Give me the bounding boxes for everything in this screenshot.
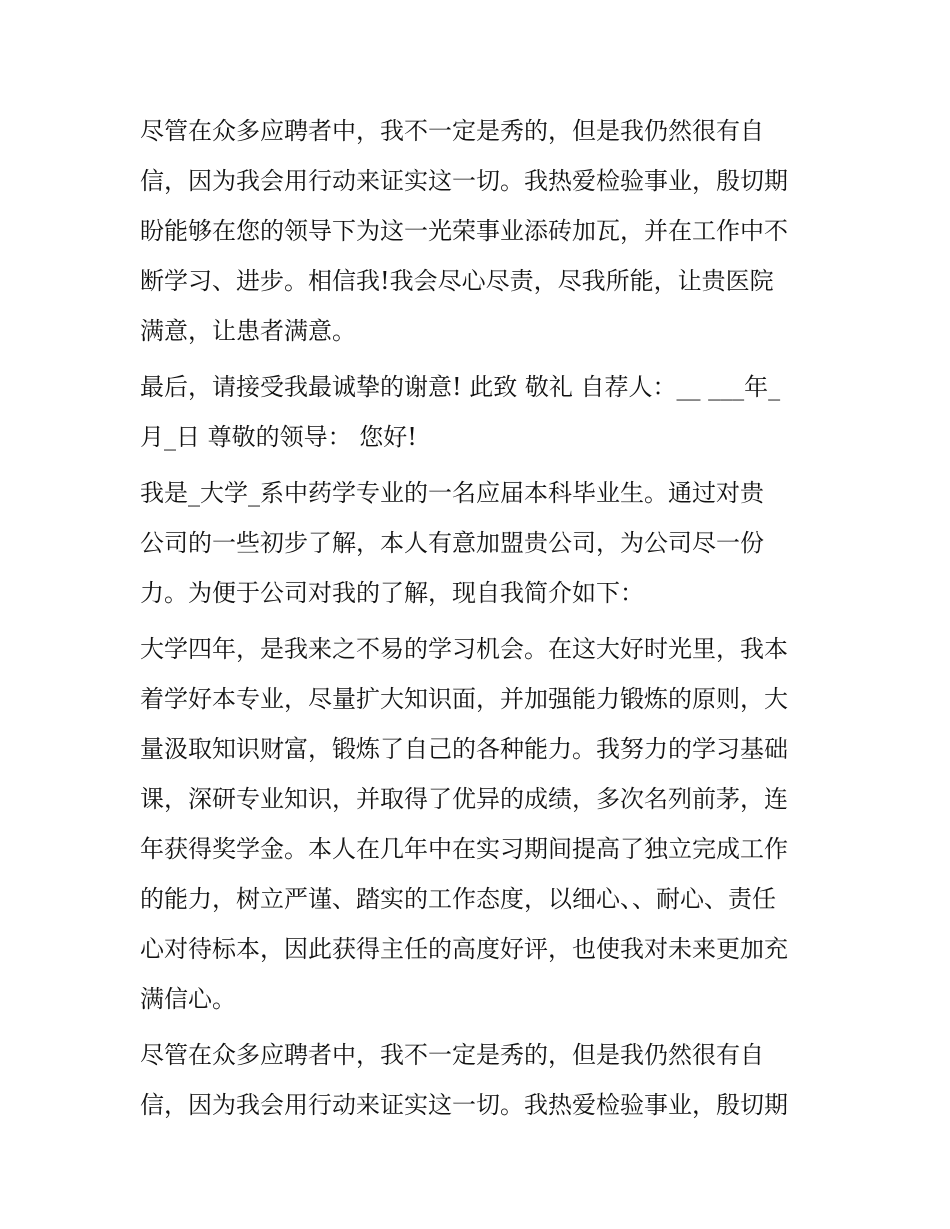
text-line: 心对待标本，因此获得主任的高度好评，也使我对未来更加充 <box>140 935 788 963</box>
text-line: 最后，请接受我最诚挚的谢意! 此致 敬礼 自荐人：__ ___年_ <box>140 373 781 401</box>
document-page <box>140 106 820 1130</box>
paragraph <box>140 106 820 356</box>
text-line: 着学好本专业，尽量扩大知识面，并加强能力锻炼的原则，大 <box>140 685 788 713</box>
text-line: 大学四年，是我来之不易的学习机会。在这大好时光里，我本 <box>140 635 788 663</box>
paragraph <box>140 624 820 1024</box>
text-line: 月_日 尊敬的领导： 您好! <box>140 423 417 451</box>
text-line: 断学习、进步。相信我!我会尽心尽责，尽我所能，让贵医院 <box>140 267 774 295</box>
paragraph <box>140 362 820 462</box>
text-line: 我是_大学_系中药学专业的一名应届本科毕业生。通过对贵 <box>140 479 764 507</box>
text-line: 满意，让患者满意。 <box>140 317 356 345</box>
text-line: 尽管在众多应聘者中，我不一定是秀的，但是我仍然很有自 <box>140 117 764 145</box>
text-line: 的能力，树立严谨、踏实的工作态度，以细心、、耐心、责任 <box>140 885 776 913</box>
text-line: 满信心。 <box>140 985 236 1013</box>
paragraph <box>140 1030 820 1130</box>
text-line: 信，因为我会用行动来证实这一切。我热爱检验事业，殷切期 <box>140 1091 788 1119</box>
text-line: 年获得奖学金。本人在几年中在实习期间提高了独立完成工作 <box>140 835 788 863</box>
text-line: 课，深研专业知识，并取得了优异的成绩，多次名列前茅，连 <box>140 785 788 813</box>
text-line: 尽管在众多应聘者中，我不一定是秀的，但是我仍然很有自 <box>140 1041 764 1069</box>
text-line: 力。为便于公司对我的了解，现自我简介如下： <box>140 579 644 607</box>
text-line: 信，因为我会用行动来证实这一切。我热爱检验事业，殷切期 <box>140 167 788 195</box>
text-line: 公司的一些初步了解，本人有意加盟贵公司，为公司尽一份 <box>140 529 764 557</box>
paragraph <box>140 468 820 618</box>
text-line: 盼能够在您的领导下为这一光荣事业添砖加瓦，并在工作中不 <box>140 217 788 245</box>
text-line: 量汲取知识财富，锻炼了自己的各种能力。我努力的学习基础 <box>140 735 788 763</box>
